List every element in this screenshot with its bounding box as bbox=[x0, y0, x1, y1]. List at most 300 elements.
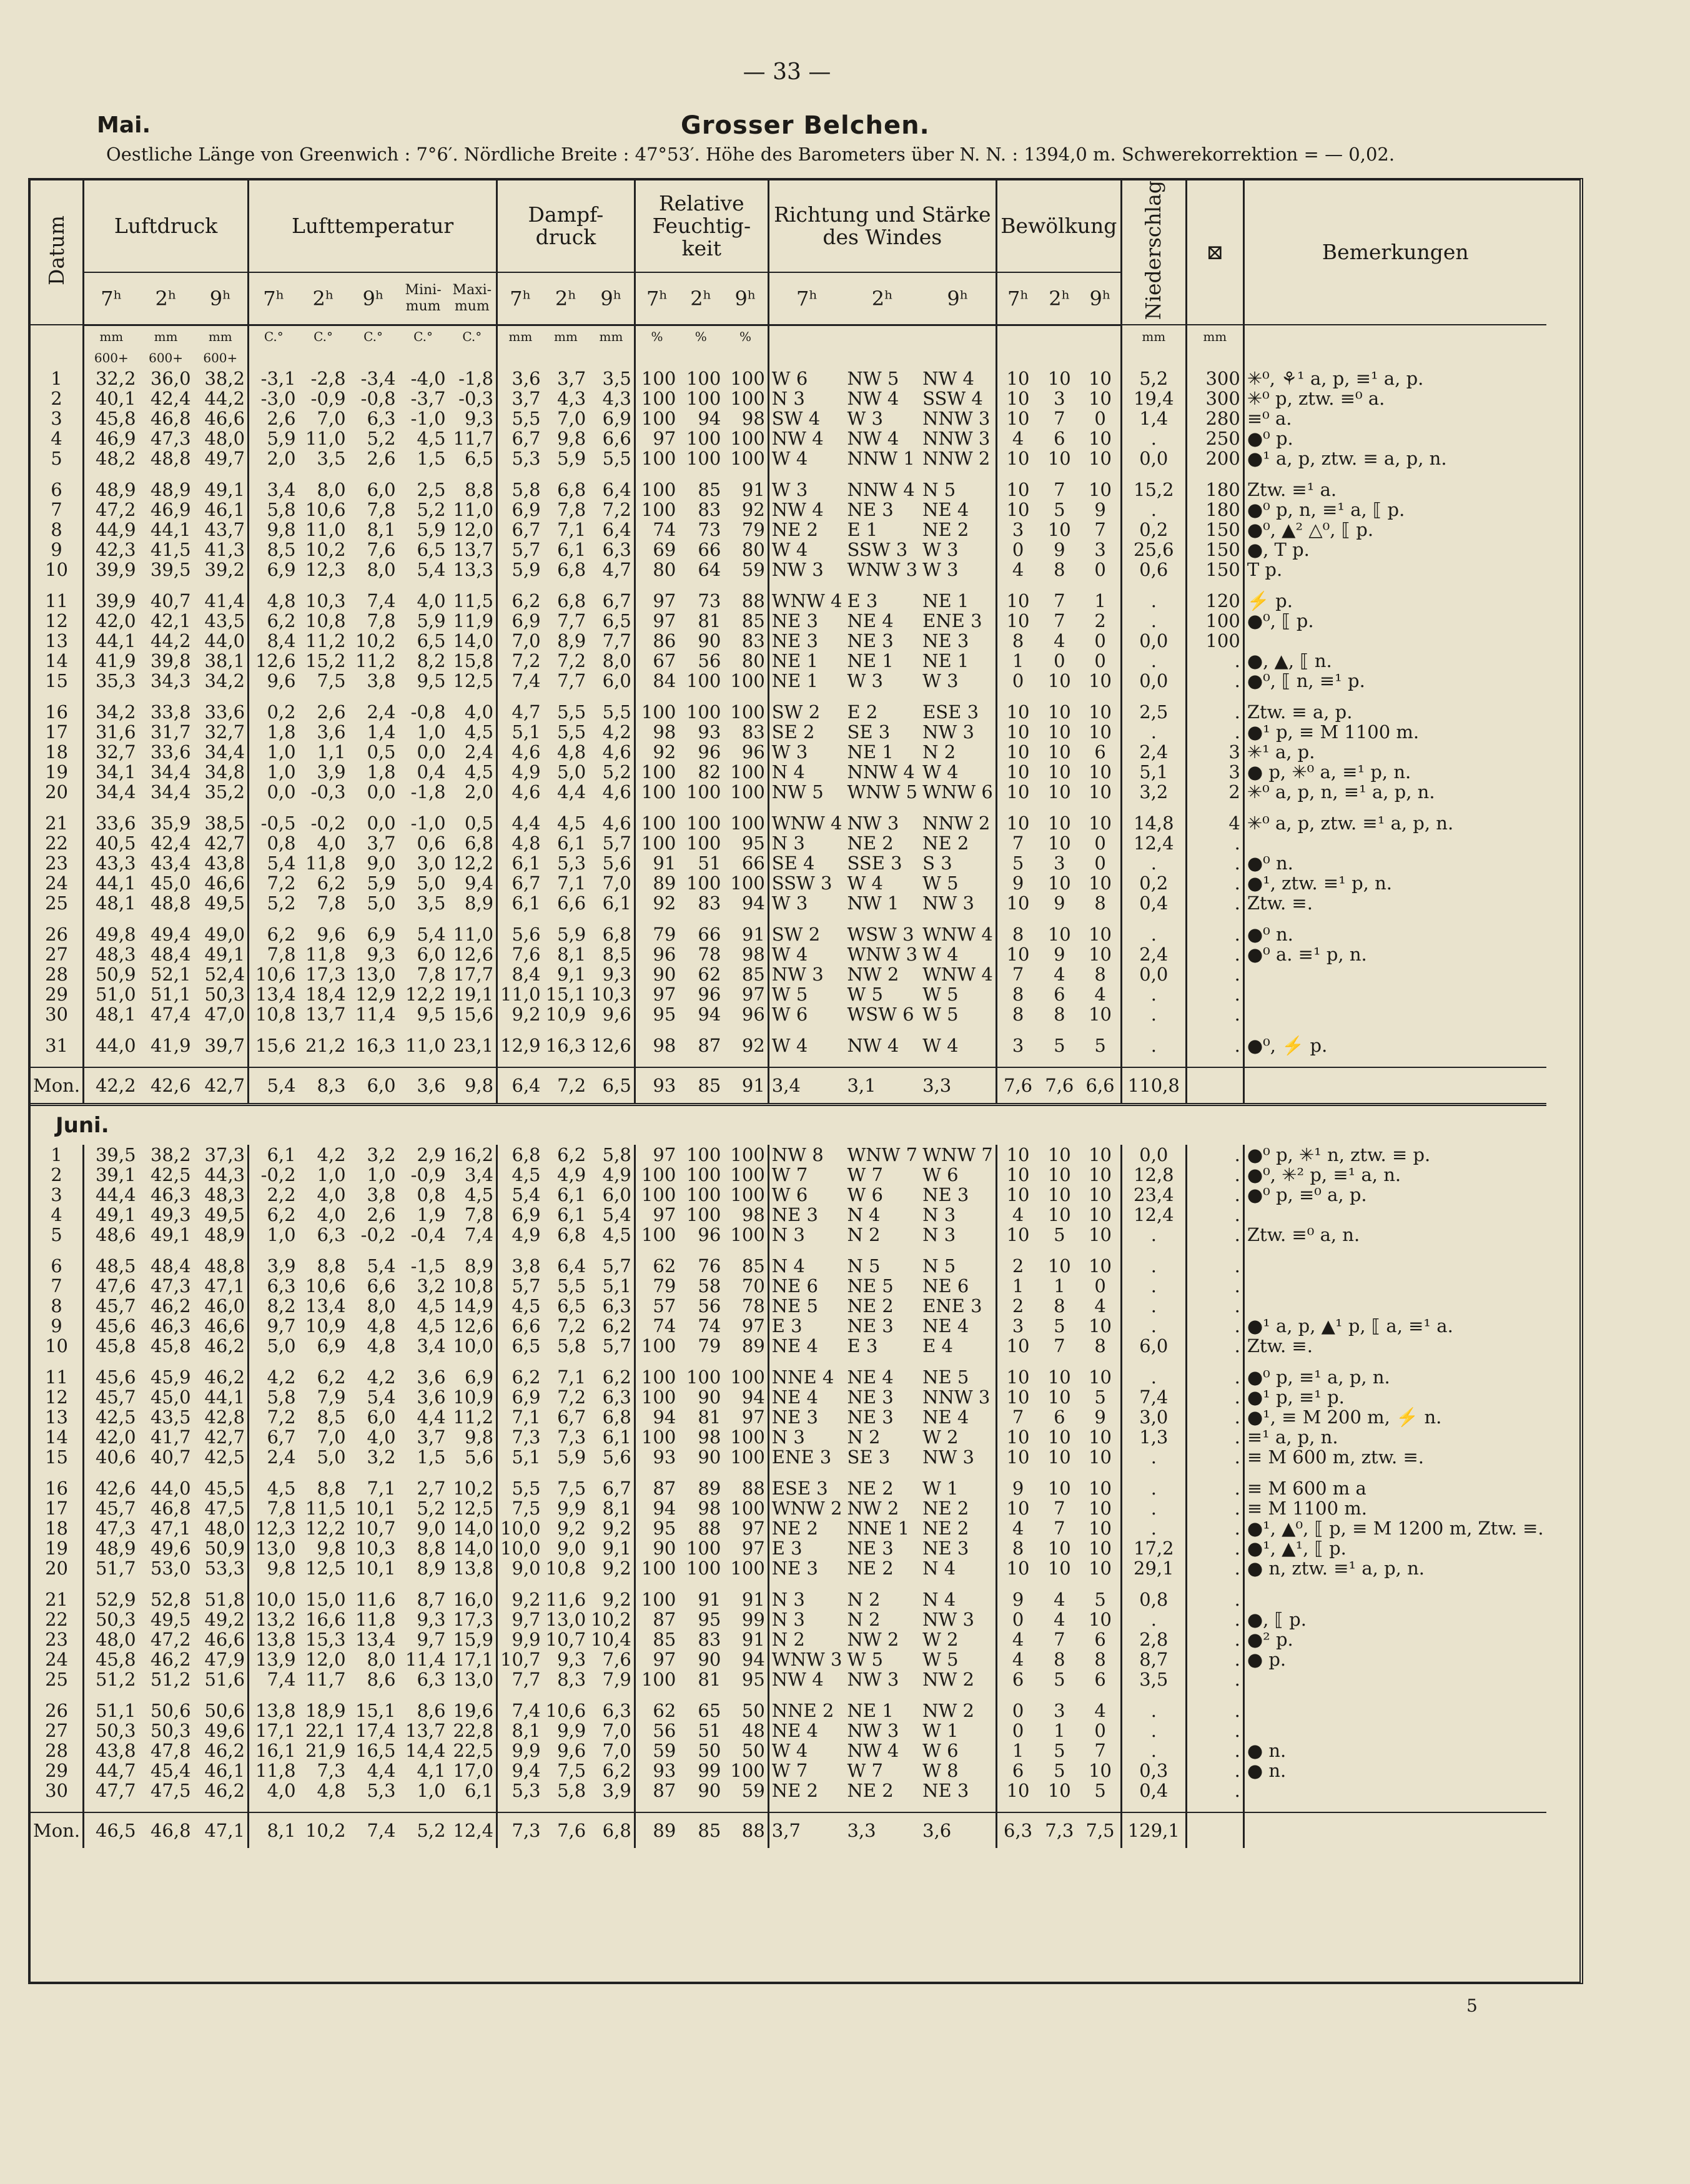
table-cell: 4,8 bbox=[317, 1780, 346, 1801]
table-cell bbox=[1243, 833, 1546, 853]
table-cell: . bbox=[1121, 853, 1186, 873]
table-cell bbox=[920, 1578, 996, 1589]
table-cell: ●⁰ p, ✳¹ n, ztw. ≡ p. bbox=[1247, 1144, 1431, 1165]
table-cell: ✳⁰, ⚘¹ a, p, ≡¹ a, p. bbox=[1247, 368, 1424, 388]
table-cell: 10 bbox=[1080, 1609, 1121, 1629]
table-cell: 23,1 bbox=[448, 1035, 497, 1055]
table-cell: 12,9 bbox=[355, 984, 396, 1004]
table-cell: . bbox=[1186, 1741, 1243, 1761]
table-cell: NE 1 bbox=[771, 650, 819, 671]
table-cell: 48,9 bbox=[95, 1538, 136, 1558]
table-cell bbox=[299, 802, 348, 813]
table-cell: mm bbox=[99, 329, 124, 344]
table-cell: 48,9 bbox=[150, 479, 191, 500]
table-cell: 59 bbox=[653, 1740, 676, 1761]
table-cell bbox=[249, 691, 299, 702]
table-cell bbox=[678, 1578, 723, 1589]
table-cell bbox=[398, 1801, 448, 1812]
table-cell: 6,7 bbox=[511, 519, 541, 540]
table-cell: 47,0 bbox=[194, 1004, 249, 1024]
table-cell: 6,2 bbox=[588, 1367, 635, 1387]
table-cell bbox=[84, 913, 139, 924]
table-cell: 5 bbox=[1054, 499, 1065, 520]
table-cell: 42,7 bbox=[194, 1067, 249, 1105]
table-cell: 10 bbox=[1006, 388, 1030, 408]
table-cell: 97 bbox=[653, 1144, 676, 1165]
table-cell bbox=[635, 1356, 678, 1367]
table-cell: 5,5 bbox=[511, 1478, 541, 1498]
table-cell bbox=[678, 1024, 723, 1035]
table-cell: 56 bbox=[653, 1720, 676, 1741]
table-cell bbox=[448, 1578, 497, 1589]
table-cell: 1,8 bbox=[367, 761, 396, 782]
table-cell: 11,0 bbox=[405, 1035, 446, 1055]
table-cell: NW 4 bbox=[771, 428, 824, 448]
table-cell: ESE 3 bbox=[920, 702, 996, 722]
table-cell: Ztw. ≡. bbox=[1247, 892, 1313, 913]
table-cell: 66 bbox=[698, 924, 721, 944]
table-cell: 10 bbox=[1006, 408, 1030, 428]
table-cell bbox=[194, 580, 249, 591]
table-cell: 98 bbox=[723, 944, 768, 964]
table-cell bbox=[996, 325, 1039, 347]
table-cell: 7,8 bbox=[417, 964, 446, 984]
table-row bbox=[31, 944, 1546, 964]
table-cell: ●⁰, ⚡ p. bbox=[1247, 1035, 1328, 1055]
spacer-row bbox=[31, 580, 1546, 591]
table-cell: NW 5 bbox=[771, 781, 824, 802]
table-cell bbox=[723, 347, 768, 368]
table-cell: NE 3 bbox=[920, 1538, 996, 1558]
table-cell bbox=[398, 913, 448, 924]
table-cell: mm bbox=[588, 325, 635, 347]
table-cell: 42,1 bbox=[150, 610, 191, 631]
header-wind: Richtung und Stärke des Windes bbox=[768, 180, 996, 272]
table-cell: . bbox=[1186, 1701, 1243, 1721]
table-cell bbox=[543, 1467, 589, 1478]
table-cell: 7,6 bbox=[1039, 1067, 1080, 1105]
table-cell: 6,4 bbox=[497, 1067, 543, 1105]
table-row bbox=[31, 1145, 1546, 1165]
table-cell: 0 bbox=[1080, 833, 1121, 853]
table-cell: 7,1 bbox=[557, 872, 586, 893]
table-cell: 3,5 bbox=[1121, 1669, 1186, 1689]
table-cell: ●, ▲, ⟦ n. bbox=[1247, 650, 1332, 671]
table-cell bbox=[1080, 580, 1121, 591]
table-cell: 5,9 bbox=[267, 428, 296, 448]
table-cell: 5,3 bbox=[367, 1780, 396, 1801]
table-cell: 3,7 bbox=[768, 1812, 844, 1848]
table-cell: 43,3 bbox=[95, 852, 136, 873]
table-cell bbox=[497, 1689, 543, 1701]
spacer-row bbox=[31, 1356, 1546, 1367]
table-cell: 96 bbox=[698, 1224, 721, 1245]
table-cell: 1,0 bbox=[367, 1164, 396, 1185]
table-cell bbox=[1039, 468, 1080, 480]
table-cell: W 4 bbox=[920, 1035, 996, 1055]
table-cell bbox=[588, 1024, 635, 1035]
table-cell: 10 bbox=[1080, 480, 1121, 500]
table-cell: 6,1 bbox=[557, 1204, 586, 1225]
table-cell: W 4 bbox=[920, 762, 996, 782]
table-cell: 180 bbox=[1186, 500, 1243, 520]
table-cell: NW 2 bbox=[920, 1669, 996, 1689]
table-cell bbox=[1121, 468, 1186, 480]
table-cell: 10,8 bbox=[255, 1004, 296, 1024]
table-cell: 3,5 bbox=[417, 892, 446, 913]
table-cell: 44,0 bbox=[150, 1478, 191, 1498]
table-cell: 19 bbox=[31, 1538, 84, 1558]
table-cell bbox=[1039, 347, 1080, 368]
table-cell bbox=[996, 1689, 1039, 1701]
table-cell bbox=[1121, 1801, 1186, 1812]
table-cell bbox=[1186, 1055, 1243, 1067]
table-cell: Mon. bbox=[31, 1067, 84, 1105]
table-cell bbox=[1186, 580, 1243, 591]
table-cell: 5,9 bbox=[417, 610, 446, 631]
table-cell: 51,6 bbox=[194, 1669, 249, 1689]
table-cell: 5,8 bbox=[267, 1386, 296, 1407]
table-cell: 22,8 bbox=[448, 1721, 497, 1741]
table-cell bbox=[249, 1689, 299, 1701]
table-cell: NE 4 bbox=[920, 1407, 996, 1427]
table-cell: 5,1 bbox=[511, 1446, 541, 1467]
subheader-cell: 7ʰ bbox=[635, 272, 678, 325]
table-cell bbox=[920, 802, 996, 813]
table-cell: 1 bbox=[1012, 1740, 1024, 1761]
table-cell: 40,7 bbox=[150, 590, 191, 611]
table-cell: ●⁰ p, ≡⁰ a, p. bbox=[1247, 1184, 1367, 1205]
table-cell: ●¹, ▲⁰, ⟦ p, ≡ M 1200 m, Ztw. ≡. bbox=[1247, 1518, 1544, 1538]
table-cell: 10 bbox=[1080, 1165, 1121, 1185]
table-cell: 48,8 bbox=[194, 1256, 249, 1276]
table-cell: SE 2 bbox=[771, 721, 815, 742]
table-cell bbox=[448, 1467, 497, 1478]
table-cell bbox=[1080, 1245, 1121, 1256]
table-cell: 45,5 bbox=[194, 1478, 249, 1498]
table-cell: 10 bbox=[1047, 813, 1071, 833]
spacer-row bbox=[31, 1245, 1546, 1256]
table-cell: 67 bbox=[653, 650, 676, 671]
table-cell: 200 bbox=[1186, 448, 1243, 468]
table-cell: 10 bbox=[1047, 701, 1071, 722]
table-cell: . bbox=[1121, 651, 1186, 671]
table-cell: 5,2 bbox=[367, 428, 396, 448]
table-cell: 6,7 bbox=[557, 1406, 586, 1427]
table-cell: 8,8 bbox=[448, 480, 497, 500]
subheader-cell: 2ʰ bbox=[678, 272, 723, 325]
table-row bbox=[31, 702, 1546, 722]
table-cell bbox=[139, 580, 194, 591]
table-cell: . bbox=[1186, 651, 1243, 671]
table-cell bbox=[1186, 802, 1243, 813]
table-cell: 10,3 bbox=[588, 984, 635, 1004]
table-cell bbox=[448, 913, 497, 924]
table-cell: 46,6 bbox=[194, 1629, 249, 1649]
table-cell: 6,2 bbox=[511, 1366, 541, 1387]
table-cell bbox=[844, 913, 920, 924]
table-cell: NE 3 bbox=[771, 1204, 819, 1225]
table-cell: 6,1 bbox=[588, 1427, 635, 1447]
table-cell: 45,9 bbox=[150, 1366, 191, 1387]
table-cell: 11,8 bbox=[305, 852, 346, 873]
table-cell bbox=[1186, 1801, 1243, 1812]
table-cell: 0 bbox=[1080, 1721, 1121, 1741]
table-cell bbox=[497, 913, 543, 924]
table-cell: C.° bbox=[413, 329, 433, 344]
table-cell: 7,4 bbox=[448, 1225, 497, 1245]
spacer-row bbox=[31, 1578, 1546, 1589]
table-cell: 34,8 bbox=[194, 762, 249, 782]
table-cell: E 3 bbox=[771, 1315, 803, 1336]
table-cell: 3,6 bbox=[398, 1067, 448, 1105]
table-cell: 5,5 bbox=[588, 702, 635, 722]
table-cell: 6,5 bbox=[588, 1067, 635, 1105]
table-cell: 10 bbox=[1080, 1367, 1121, 1387]
table-cell bbox=[1039, 1356, 1080, 1367]
table-cell: 13,7 bbox=[448, 540, 497, 560]
table-cell: 7,6 bbox=[543, 1812, 589, 1848]
table-cell: % bbox=[723, 325, 768, 347]
table-cell: 3,9 bbox=[317, 761, 346, 782]
table-cell: 91 bbox=[723, 1629, 768, 1649]
table-cell: 48,8 bbox=[150, 448, 191, 468]
table-cell: 8 bbox=[1012, 1538, 1024, 1558]
table-cell: 3,5 bbox=[317, 448, 346, 468]
table-row bbox=[31, 1256, 1546, 1276]
table-row bbox=[31, 1589, 1546, 1609]
table-cell: 150 bbox=[1186, 520, 1243, 540]
table-row bbox=[31, 1004, 1546, 1024]
table-cell: 46,2 bbox=[194, 1781, 249, 1801]
table-cell: 2,6 bbox=[317, 701, 346, 722]
table-cell: ●, T p. bbox=[1247, 539, 1310, 560]
table-cell: 100 bbox=[686, 1204, 721, 1225]
table-cell: NNE 1 bbox=[847, 1518, 910, 1538]
table-cell: 48,8 bbox=[150, 892, 191, 913]
table-cell bbox=[139, 1689, 194, 1701]
table-cell: 100 bbox=[641, 781, 676, 802]
table-cell: 47,2 bbox=[150, 1629, 191, 1649]
table-cell: NW 3 bbox=[920, 722, 996, 742]
table-cell: 4,9 bbox=[511, 1224, 541, 1245]
table-cell: 51,7 bbox=[95, 1558, 136, 1578]
table-cell: ⚡ p. bbox=[1247, 590, 1293, 611]
table-cell: 0 bbox=[1080, 560, 1121, 580]
table-cell: 11,5 bbox=[448, 591, 497, 611]
table-cell: 47,3 bbox=[150, 1275, 191, 1296]
table-cell bbox=[1186, 691, 1243, 702]
table-cell: 4 bbox=[1012, 1518, 1024, 1538]
table-cell: . bbox=[1186, 1427, 1243, 1447]
table-cell: 47,1 bbox=[194, 1812, 249, 1848]
table-cell: 10,0 bbox=[448, 1336, 497, 1356]
table-cell: N 5 bbox=[920, 1256, 996, 1276]
table-cell bbox=[1243, 1296, 1546, 1316]
table-cell bbox=[31, 1356, 84, 1367]
table-cell: 49,1 bbox=[194, 944, 249, 964]
table-cell: 2,4 bbox=[1121, 944, 1186, 964]
table-cell: 7,0 bbox=[317, 1426, 346, 1447]
table-cell: ●¹ a, p, ▲¹ p, ⟦ a, ≡¹ a. bbox=[1247, 1315, 1453, 1336]
table-cell: . bbox=[1186, 1387, 1243, 1407]
table-cell: 7,2 bbox=[557, 1315, 586, 1336]
table-cell: 100 bbox=[686, 872, 721, 893]
table-cell: 4,9 bbox=[588, 1165, 635, 1185]
table-cell: 6 bbox=[1054, 984, 1065, 1004]
table-cell: 4,5 bbox=[267, 1478, 296, 1498]
table-cell: 100 bbox=[723, 1761, 768, 1781]
table-cell: 6,8 bbox=[557, 559, 586, 580]
table-cell: 2 bbox=[1080, 611, 1121, 631]
table-cell: 31,7 bbox=[150, 721, 191, 742]
table-cell: NE 2 bbox=[920, 520, 996, 540]
table-cell: 3,4 bbox=[417, 1335, 446, 1356]
table-cell: NE 1 bbox=[847, 741, 894, 762]
table-cell bbox=[299, 1055, 348, 1067]
table-cell: 6,3 bbox=[588, 1701, 635, 1721]
table-cell: 9,2 bbox=[588, 1558, 635, 1578]
table-cell: 42,5 bbox=[150, 1164, 191, 1185]
table-cell bbox=[84, 580, 139, 591]
table-cell: 10 bbox=[1006, 1366, 1030, 1387]
table-cell: 100 bbox=[686, 1366, 721, 1387]
table-cell: 5,3 bbox=[511, 448, 541, 468]
table-cell bbox=[844, 1801, 920, 1812]
table-cell: 35,3 bbox=[95, 670, 136, 691]
table-row bbox=[31, 853, 1546, 873]
table-cell: 11 bbox=[31, 591, 84, 611]
table-cell bbox=[844, 1467, 920, 1478]
table-cell bbox=[635, 691, 678, 702]
table-cell: 14,9 bbox=[448, 1296, 497, 1316]
table-cell: SSW 4 bbox=[920, 388, 996, 408]
table-cell: 10,9 bbox=[545, 1004, 586, 1024]
table-cell: 100 bbox=[641, 761, 676, 782]
table-cell: 100 bbox=[723, 448, 768, 468]
table-cell: 7,5 bbox=[511, 1498, 541, 1518]
table-row bbox=[31, 833, 1546, 853]
table-cell: 10 bbox=[1047, 924, 1071, 944]
table-cell: 10 bbox=[1006, 761, 1030, 782]
table-cell bbox=[299, 1356, 348, 1367]
table-cell: . bbox=[1186, 1761, 1243, 1781]
table-cell: 17,3 bbox=[448, 1609, 497, 1629]
table-cell bbox=[678, 347, 723, 368]
table-cell: 10,7 bbox=[545, 1629, 586, 1649]
table-row bbox=[31, 984, 1546, 1004]
table-cell: 9,4 bbox=[448, 873, 497, 893]
table-cell: 45,8 bbox=[150, 1335, 191, 1356]
table-cell: W 8 bbox=[920, 1761, 996, 1781]
table-cell bbox=[398, 691, 448, 702]
table-cell: 0,3 bbox=[1121, 1761, 1186, 1781]
table-cell: 13,0 bbox=[448, 1669, 497, 1689]
table-cell bbox=[588, 802, 635, 813]
table-cell: -0,2 bbox=[310, 813, 346, 833]
table-cell: 42,2 bbox=[84, 1067, 139, 1105]
table-cell: 44,0 bbox=[194, 631, 249, 651]
table-cell: -1,8 bbox=[410, 781, 446, 802]
table-cell: 5,8 bbox=[267, 499, 296, 520]
table-cell: 3,8 bbox=[367, 1184, 396, 1205]
table-cell: 10 bbox=[1080, 873, 1121, 893]
table-cell: 10 bbox=[31, 560, 84, 580]
table-cell: 0,4 bbox=[1121, 1781, 1186, 1801]
table-cell bbox=[1121, 1024, 1186, 1035]
table-cell: 47,2 bbox=[95, 499, 136, 520]
table-cell: mm bbox=[194, 325, 249, 347]
table-cell: 3,2 bbox=[367, 1446, 396, 1467]
table-cell: 98 bbox=[723, 1205, 768, 1225]
table-cell: 50 bbox=[723, 1701, 768, 1721]
table-cell: 50,6 bbox=[150, 1700, 191, 1721]
table-cell: 4 bbox=[1080, 1296, 1121, 1316]
table-cell: 100 bbox=[723, 1225, 768, 1245]
table-row bbox=[31, 1225, 1546, 1245]
table-cell: NE 4 bbox=[771, 1335, 819, 1356]
table-cell: 15,6 bbox=[255, 1035, 296, 1055]
table-cell bbox=[678, 1467, 723, 1478]
table-cell: W 3 bbox=[771, 479, 808, 500]
table-cell bbox=[920, 468, 996, 480]
table-cell: ●⁰ n. bbox=[1247, 924, 1293, 944]
table-cell: -2,8 bbox=[310, 368, 346, 388]
table-cell: 41,9 bbox=[150, 1035, 191, 1055]
table-cell: 100 bbox=[723, 1447, 768, 1467]
table-cell: N 2 bbox=[847, 1426, 881, 1447]
table-cell: 7 bbox=[1054, 1335, 1065, 1356]
table-cell: 3,6 bbox=[317, 721, 346, 742]
table-cell: 91 bbox=[698, 1589, 721, 1609]
table-cell: 6,9 bbox=[511, 1386, 541, 1407]
table-cell: 9 bbox=[1012, 1589, 1024, 1609]
table-cell: 5 bbox=[1054, 1669, 1065, 1689]
table-cell: . bbox=[1186, 1185, 1243, 1205]
table-cell: 94 bbox=[653, 1498, 676, 1518]
table-cell: 98 bbox=[653, 721, 676, 742]
table-cell: 8,9 bbox=[417, 1558, 446, 1578]
table-cell: 90 bbox=[698, 630, 721, 651]
table-cell: 10 bbox=[1080, 924, 1121, 944]
table-cell: 42,4 bbox=[150, 833, 191, 853]
table-cell: 51 bbox=[698, 852, 721, 873]
table-cell: . bbox=[1121, 1447, 1186, 1467]
table-cell: NW 3 bbox=[847, 1720, 899, 1741]
table-cell: 13,4 bbox=[255, 984, 296, 1004]
table-cell: WNW 4 bbox=[771, 813, 843, 833]
table-cell bbox=[398, 1024, 448, 1035]
table-cell: W 5 bbox=[847, 984, 883, 1004]
table-cell: 93 bbox=[653, 1446, 676, 1467]
table-cell: N 4 bbox=[771, 761, 805, 782]
table-cell: 3 bbox=[1012, 1315, 1024, 1336]
table-cell: N 2 bbox=[847, 1224, 881, 1245]
table-cell: 2 bbox=[1012, 1255, 1024, 1276]
subheader-cell: 9ʰ bbox=[194, 272, 249, 325]
table-cell: 10 bbox=[1080, 762, 1121, 782]
table-cell: -0,4 bbox=[410, 1224, 446, 1245]
table-cell: 10 bbox=[1080, 782, 1121, 802]
table-cell bbox=[398, 1689, 448, 1701]
table-cell bbox=[1186, 1356, 1243, 1367]
table-cell: W 3 bbox=[920, 540, 996, 560]
table-cell bbox=[996, 1356, 1039, 1367]
table-cell bbox=[84, 1467, 139, 1478]
table-cell: . bbox=[1186, 1669, 1243, 1689]
table-cell: 4 bbox=[1054, 1609, 1065, 1629]
table-cell: 0,6 bbox=[1121, 560, 1186, 580]
